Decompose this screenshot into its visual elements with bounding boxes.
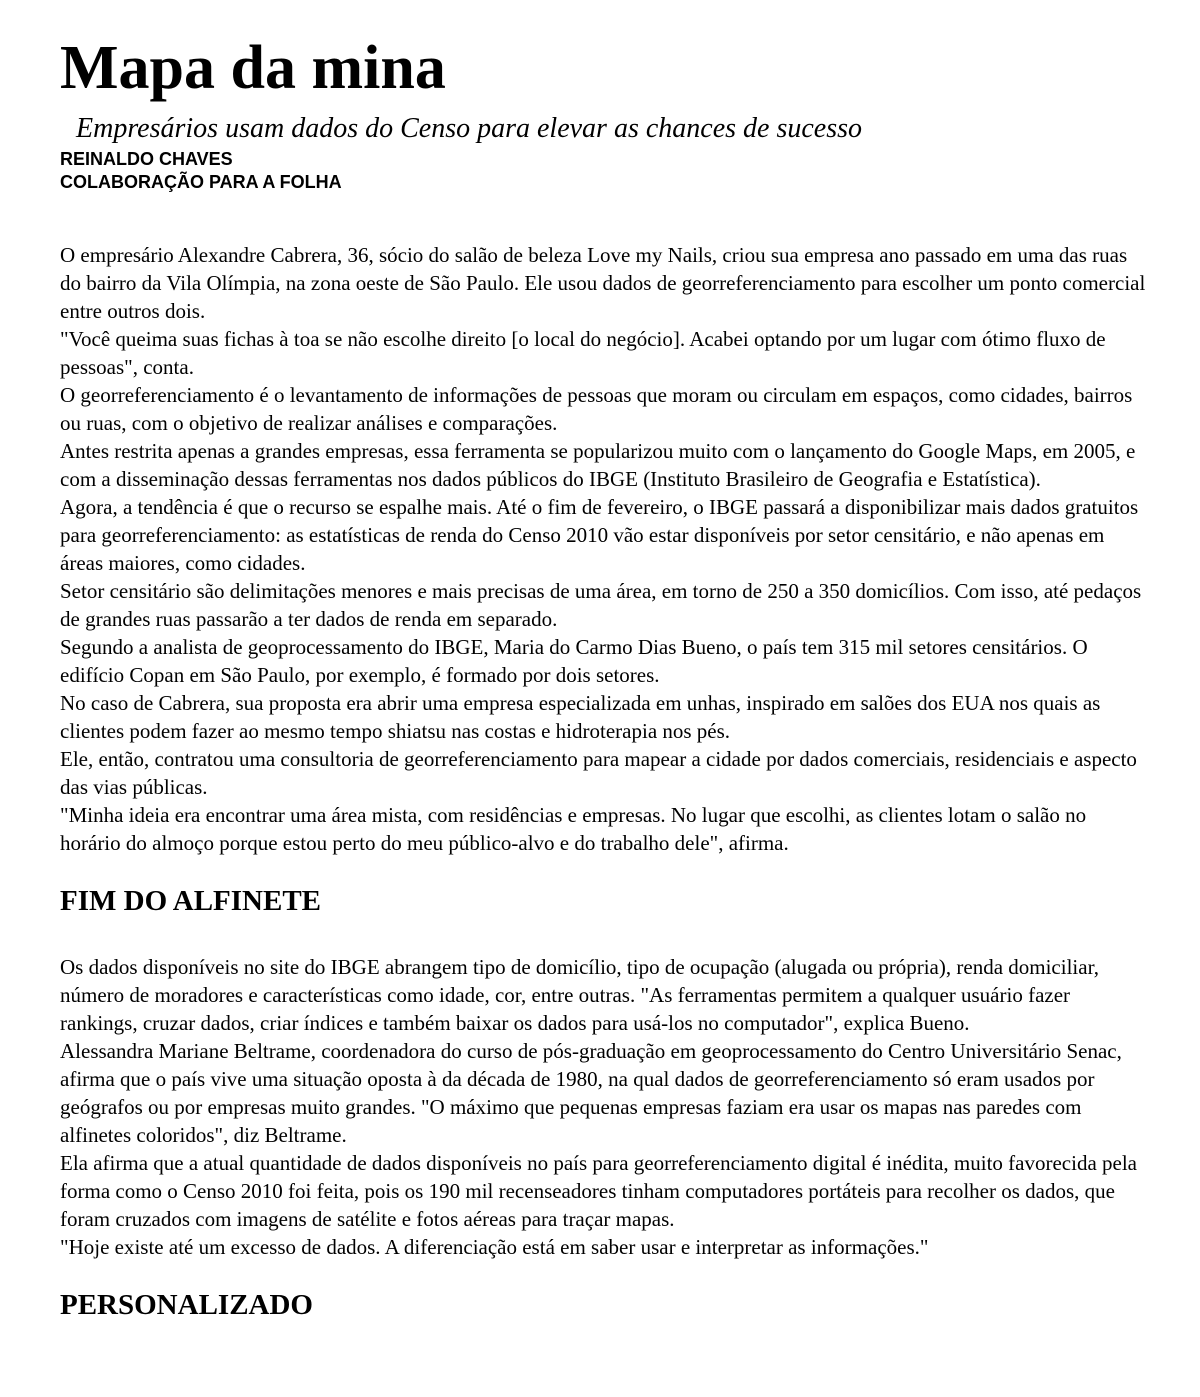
article-paragraph: "Minha ideia era encontrar uma área mista, com residências e empresas. No lugar que escolhi, as clientes lotam o salão no horário do almoço porque estou perto do meu público-alvo e do trabalho dele", afirma.: [60, 803, 1087, 856]
byline: [60, 148, 1146, 194]
byline-credit: COLABORAÇÃO PARA A FOLHA: [60, 172, 342, 193]
article-paragraph: Agora, a tendência é que o recurso se espalhe mais. Até o fim de fevereiro, o IBGE passará a disponibilizar mais dados gratuitos para georreferenciamento: as estatísticas de renda do Censo 2010 vão estar disponíveis por setor censitário, e não apenas em áreas maiores, como cidades.: [60, 495, 1139, 576]
article-paragraph: Segundo a analista de geoprocessamento do IBGE, Maria do Carmo Dias Bueno, o país tem 315 mil setores censitários. O edifício Copan em São Paulo, por exemplo, é formado por dois setores.: [60, 635, 1088, 688]
article-paragraph: O georreferenciamento é o levantamento de informações de pessoas que moram ou circulam em espaços, como cidades, bairros ou ruas, com o objetivo de realizar análises e comparações.: [60, 383, 1133, 436]
article-body: [60, 241, 1146, 1323]
article-subtitle: Empresários usam dados do Censo para elevar as chances de sucesso: [76, 113, 862, 145]
article-paragraph: Os dados disponíveis no site do IBGE abrangem tipo de domicílio, tipo de ocupação (alugada ou própria), renda domiciliar, número de moradores e características como idade, cor, entre outras. "As ferramentas permitem a qualquer usuário fazer rankings, cruzar dados, criar índices e também baixar os dados para usá-los no computador", explica Bueno.: [60, 954, 1099, 1035]
byline-author: REINALDO CHAVES: [60, 149, 233, 170]
page-title: Mapa da mina: [60, 34, 446, 102]
article-paragraph: "Você queima suas fichas à toa se não escolhe direito [o local do negócio]. Acabei optando por um lugar com ótimo fluxo de pessoas", conta.: [60, 327, 1106, 380]
article-paragraph: Ele, então, contratou uma consultoria de georreferenciamento para mapear a cidade por dados comerciais, residenciais e aspecto das vias públicas.: [60, 747, 1137, 800]
article-paragraph: Ela afirma que a atual quantidade de dados disponíveis no país para georreferenciamento digital é inédita, muito favorecida pela forma como o Censo 2010 foi feita, pois os 190 mil recenseadores tinham computadores portáteis para recolher os dados, que foram cruzados com imagens de satélite e fotos aéreas para traçar mapas.: [60, 1150, 1137, 1231]
section-heading-personalizado: PERSONALIZADO: [60, 1288, 313, 1321]
article-paragraph: "Hoje existe até um excesso de dados. A diferenciação está em saber usar e interpretar as informações.": [60, 1234, 929, 1259]
article-paragraph: O empresário Alexandre Cabrera, 36, sócio do salão de beleza Love my Nails, criou sua empresa ano passado em uma das ruas do bairro da Vila Olímpia, na zona oeste de São Paulo. Ele usou dados de georreferenciamento para escolher um ponto comercial entre outros dois.: [60, 243, 1146, 324]
article-paragraph: Setor censitário são delimitações menores e mais precisas de uma área, em torno de 250 a 350 domicílios. Com isso, até pedaços de grandes ruas passarão a ter dados de renda em separado.: [60, 579, 1142, 632]
article-paragraph: No caso de Cabrera, sua proposta era abrir uma empresa especializada em unhas, inspirado em salões dos EUA nos quais as clientes podem fazer ao mesmo tempo shiatsu nas costas e hidroterapia nos pés.: [60, 691, 1101, 744]
article-paragraph: Antes restrita apenas a grandes empresas, essa ferramenta se popularizou muito com o lançamento do Google Maps, em 2005, e com a disseminação dessas ferramentas nos dados públicos do IBGE (Instituto Brasileiro de Geografia e Estatística).: [60, 439, 1136, 492]
section-heading-fim-do-alfinete: FIM DO ALFINETE: [60, 885, 322, 918]
article-paragraph: Alessandra Mariane Beltrame, coordenadora do curso de pós-graduação em geoprocessamento do Centro Universitário Senac, afirma que o país vive uma situação oposta à da década de 1980, na qual dados de georreferenciamento só eram usados por geógrafos ou por empresas muito grandes. "O máximo que pequenas empresas faziam era usar os mapas nas paredes com alfinetes coloridos", diz Beltrame.: [60, 1038, 1122, 1147]
